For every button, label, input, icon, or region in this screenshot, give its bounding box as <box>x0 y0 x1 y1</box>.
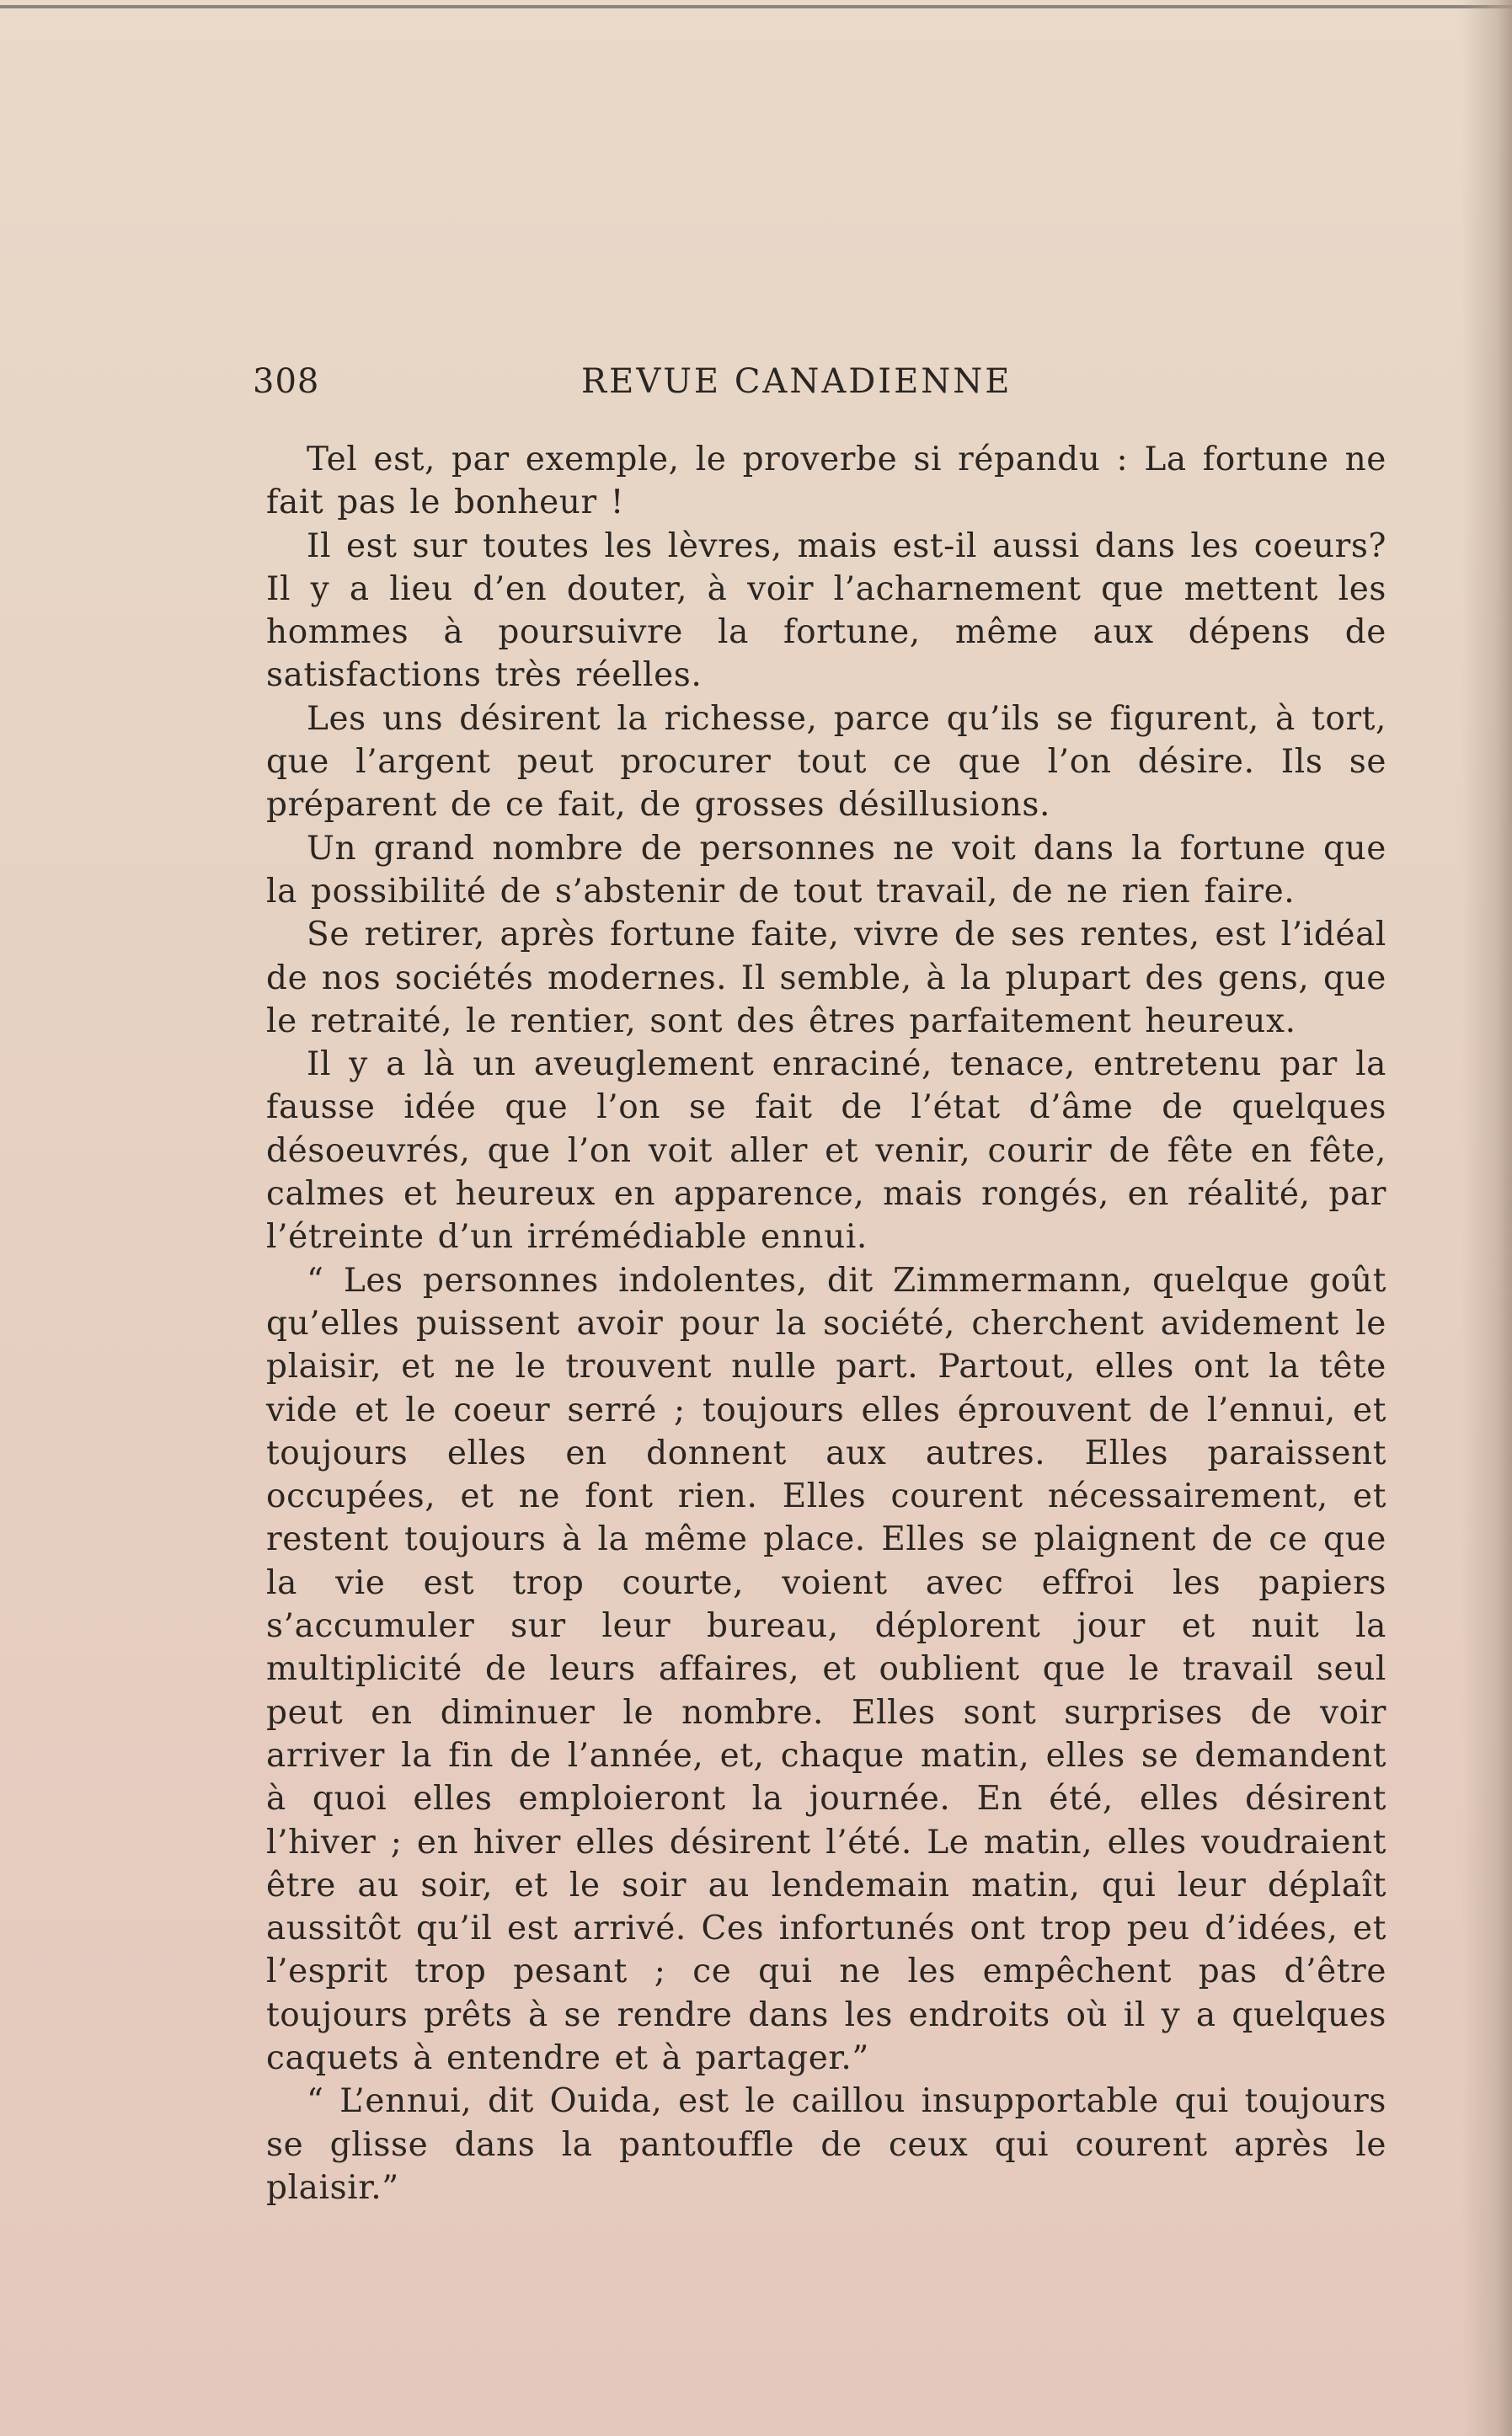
paragraph-7-quote-zimmermann: “ Les personnes indolentes, dit Zimmermann, quelque goût qu’elles puissent avoir pour la société, cherchent avidement le plaisir, et ne le trouvent nulle part. Partout, elles ont la tête vide et le coeur serré ; toujours elles éprouvent de l’ennui, et toujours elles en donnent aux autres. Elles paraissent occupées, et ne font rien. Elles courent nécessairement, et restent toujours à la même place. Elles se plaignent de ce que la vie est trop courte, voient avec effroi les papiers s’accumuler sur leur bureau, déplorent jour et nuit la multiplicité de leurs affaires, et oublient que le travail seul peut en diminuer le nombre. Elles sont surprises de voir arriver la fin de l’année, et, chaque matin, elles se demandent à quoi elles emploieront la journée. En été, elles désirent l’hiver ; en hiver elles désirent l’été. Le matin, elles voudraient être au soir, et le soir au lendemain matin, qui leur déplaît aussitôt qu’il est arrivé. Ces infortunés ont trop peu d’idées, et l’esprit trop pesant ; ce qui ne les empêchent pas d’être toujours prêts à se rendre dans les endroits où il y a quelques caquets à entendre et à partager.” <box>266 1261 1386 2077</box>
page-number: 308 <box>253 362 320 401</box>
paragraph-8-quote-ouida: “ L’ennui, dit Ouida, est le caillou insupportable qui toujours se glisse dans la pantouffle de ceux qui courent après le plaisir.” <box>266 2082 1386 2207</box>
page-gutter-shadow <box>1461 0 1512 2436</box>
paragraph-3: Les uns désirent la richesse, parce qu’ils se figurent, à tort, que l’argent peut procurer tout ce que l’on désire. Ils se préparent de ce fait, de grosses désillusions. <box>266 699 1386 825</box>
paragraph-4: Un grand nombre de personnes ne voit dans la fortune que la possibilité de s’abstenir de tout travail, de ne rien faire. <box>266 829 1386 911</box>
page-header <box>253 362 1386 413</box>
body-text <box>266 438 1386 2209</box>
paragraph-1: Tel est, par exemple, le proverbe si répandu : La fortune ne fait pas le bonheur ! <box>266 441 1386 522</box>
paragraph-5: Se retirer, après fortune faite, vivre de ses rentes, est l’idéal de nos sociétés modernes. Il semble, à la plupart des gens, que le retraité, le rentier, sont des êtres parfaitement heureux. <box>266 916 1386 1040</box>
paragraph-6: Il y a là un aveuglement enraciné, tenace, entretenu par la fausse idée que l’on se fait de l’état d’âme de quelques désoeuvrés, que l’on voit aller et venir, courir de fête en fête, calmes et heureux en apparence, mais rongés, en réalité, par l’étreinte d’un irrémédiable ennui. <box>266 1045 1386 1257</box>
paragraph-2: Il est sur toutes les lèvres, mais est-il aussi dans les coeurs? Il y a lieu d’en douter, à voir l’acharnement que mettent les hommes à poursuivre la fortune, même aux dépens de satisfactions très réelles. <box>266 526 1386 695</box>
top-rule <box>0 5 1512 8</box>
book-page <box>253 362 1386 2209</box>
running-title: REVUE CANADIENNE <box>581 362 1012 401</box>
